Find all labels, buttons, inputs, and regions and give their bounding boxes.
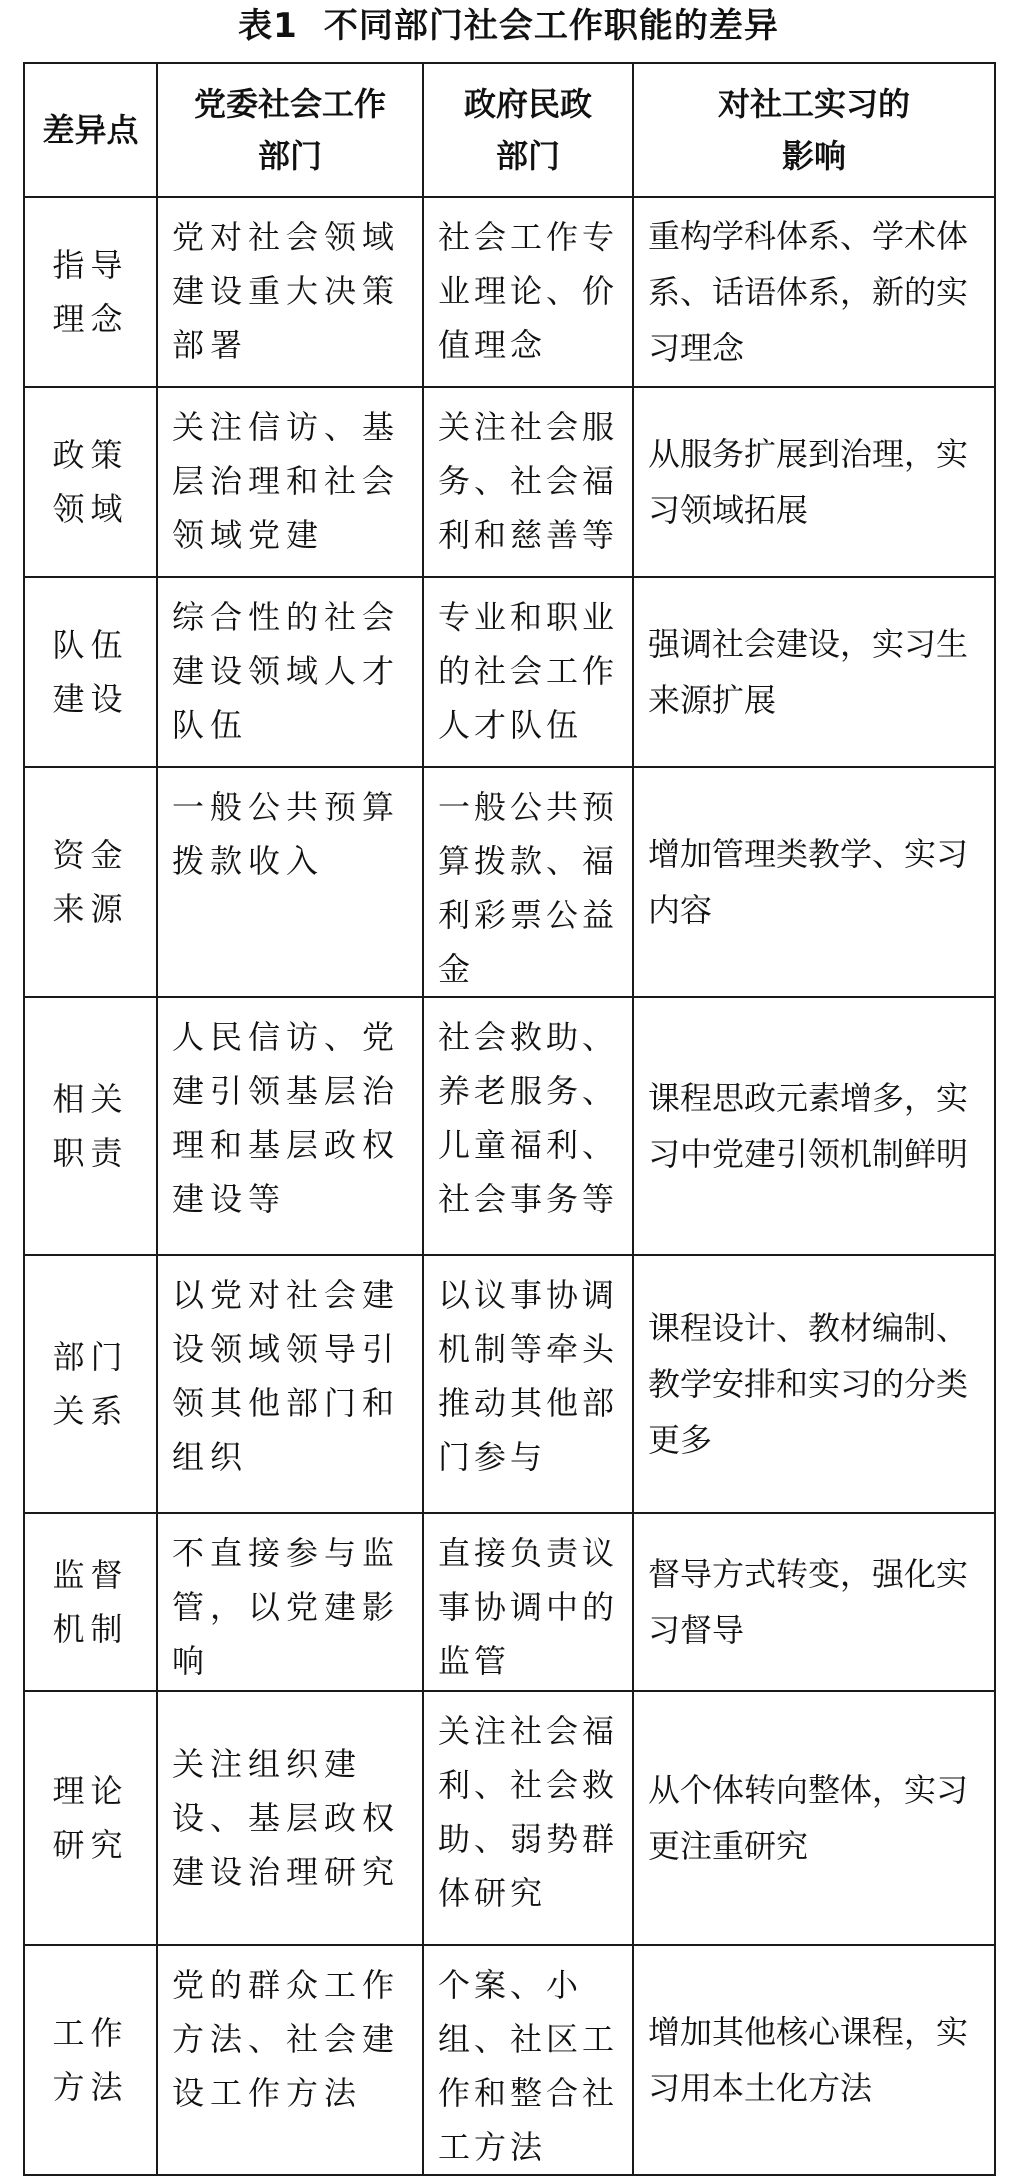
header-gov-text: 政府民政 部门: [463, 85, 592, 175]
comparison-table: [23, 62, 996, 2176]
row-gov-cell: 关注社会福利、社会救助、弱势群体研究: [423, 1691, 633, 1945]
row-effect-cell: 重构学科体系、学术体系、话语体系，新的实习理念: [633, 197, 995, 387]
table-row: [24, 767, 995, 997]
row-party-cell: 综合性的社会建设领域人才队伍: [157, 577, 423, 767]
row-effect-cell: 强调社会建设，实习生来源扩展: [633, 577, 995, 767]
table-row: [24, 1691, 995, 1945]
header-difference-point: 差异点: [24, 63, 157, 197]
row-effect-cell: 增加管理类教学、实习内容: [633, 767, 995, 997]
table-number: 表1: [238, 6, 298, 46]
header-effect-text: 对社工实习的 影响: [717, 85, 910, 175]
row-key: 部门 关系: [24, 1255, 157, 1513]
row-gov-cell: 个案、小组、社区工作和整合社工方法: [423, 1945, 633, 2175]
header-party-text: 党委社会工作 部门: [193, 85, 386, 175]
row-party-cell: 党对社会领域建设重大决策部署: [157, 197, 423, 387]
table-row: [24, 1513, 995, 1691]
header-civil-affairs-dept: [423, 63, 633, 197]
table-row: [24, 197, 995, 387]
row-gov-cell: 直接负责议事协调中的监管: [423, 1513, 633, 1691]
row-key: 指导 理念: [24, 197, 157, 387]
row-key: 政策 领域: [24, 387, 157, 577]
row-key: 工作 方法: [24, 1945, 157, 2175]
row-gov-cell: 社会救助、养老服务、儿童福利、社会事务等: [423, 997, 633, 1255]
table-body: [24, 197, 995, 2175]
row-party-cell: 党的群众工作方法、社会建设工作方法: [157, 1945, 423, 2175]
row-effect-cell: 从个体转向整体，实习更注重研究: [633, 1691, 995, 1945]
row-gov-cell: 专业和职业的社会工作人才队伍: [423, 577, 633, 767]
row-key: 队伍 建设: [24, 577, 157, 767]
row-party-cell: 人民信访、党建引领基层治理和基层政权建设等: [157, 997, 423, 1255]
header-party-committee-dept: [157, 63, 423, 197]
table-row: [24, 577, 995, 767]
table-row: [24, 997, 995, 1255]
row-party-cell: 一般公共预算拨款收入: [157, 767, 423, 997]
row-gov-cell: 社会工作专业理论、价值理念: [423, 197, 633, 387]
table-row: [24, 1945, 995, 2175]
row-party-cell: 以党对社会建设领域领导引领其他部门和组织: [157, 1255, 423, 1513]
row-key: 资金 来源: [24, 767, 157, 997]
header-row: [24, 63, 995, 197]
row-party-cell: 不直接参与监管，以党建影响: [157, 1513, 423, 1691]
table-caption: [0, 0, 1017, 62]
row-effect-cell: 课程设计、教材编制、教学安排和实习的分类更多: [633, 1255, 995, 1513]
row-key: 理论 研究: [24, 1691, 157, 1945]
row-gov-cell: 一般公共预算拨款、福利彩票公益金: [423, 767, 633, 997]
row-key: 相关 职责: [24, 997, 157, 1255]
row-effect-cell: 督导方式转变，强化实习督导: [633, 1513, 995, 1691]
row-gov-cell: 关注社会服务、社会福利和慈善等: [423, 387, 633, 577]
row-effect-cell: 课程思政元素增多，实习中党建引领机制鲜明: [633, 997, 995, 1255]
row-party-cell: 关注信访、基层治理和社会领域党建: [157, 387, 423, 577]
table-row: [24, 387, 995, 577]
row-party-cell: 关注组织建设、基层政权建设治理研究: [157, 1691, 423, 1945]
row-effect-cell: 从服务扩展到治理，实习领域拓展: [633, 387, 995, 577]
header-internship-impact: [633, 63, 995, 197]
row-key: 监督 机制: [24, 1513, 157, 1691]
table-title: 不同部门社会工作职能的差异: [323, 6, 779, 46]
row-effect-cell: 增加其他核心课程，实习用本土化方法: [633, 1945, 995, 2175]
row-gov-cell: 以议事协调机制等牵头推动其他部门参与: [423, 1255, 633, 1513]
table-row: [24, 1255, 995, 1513]
